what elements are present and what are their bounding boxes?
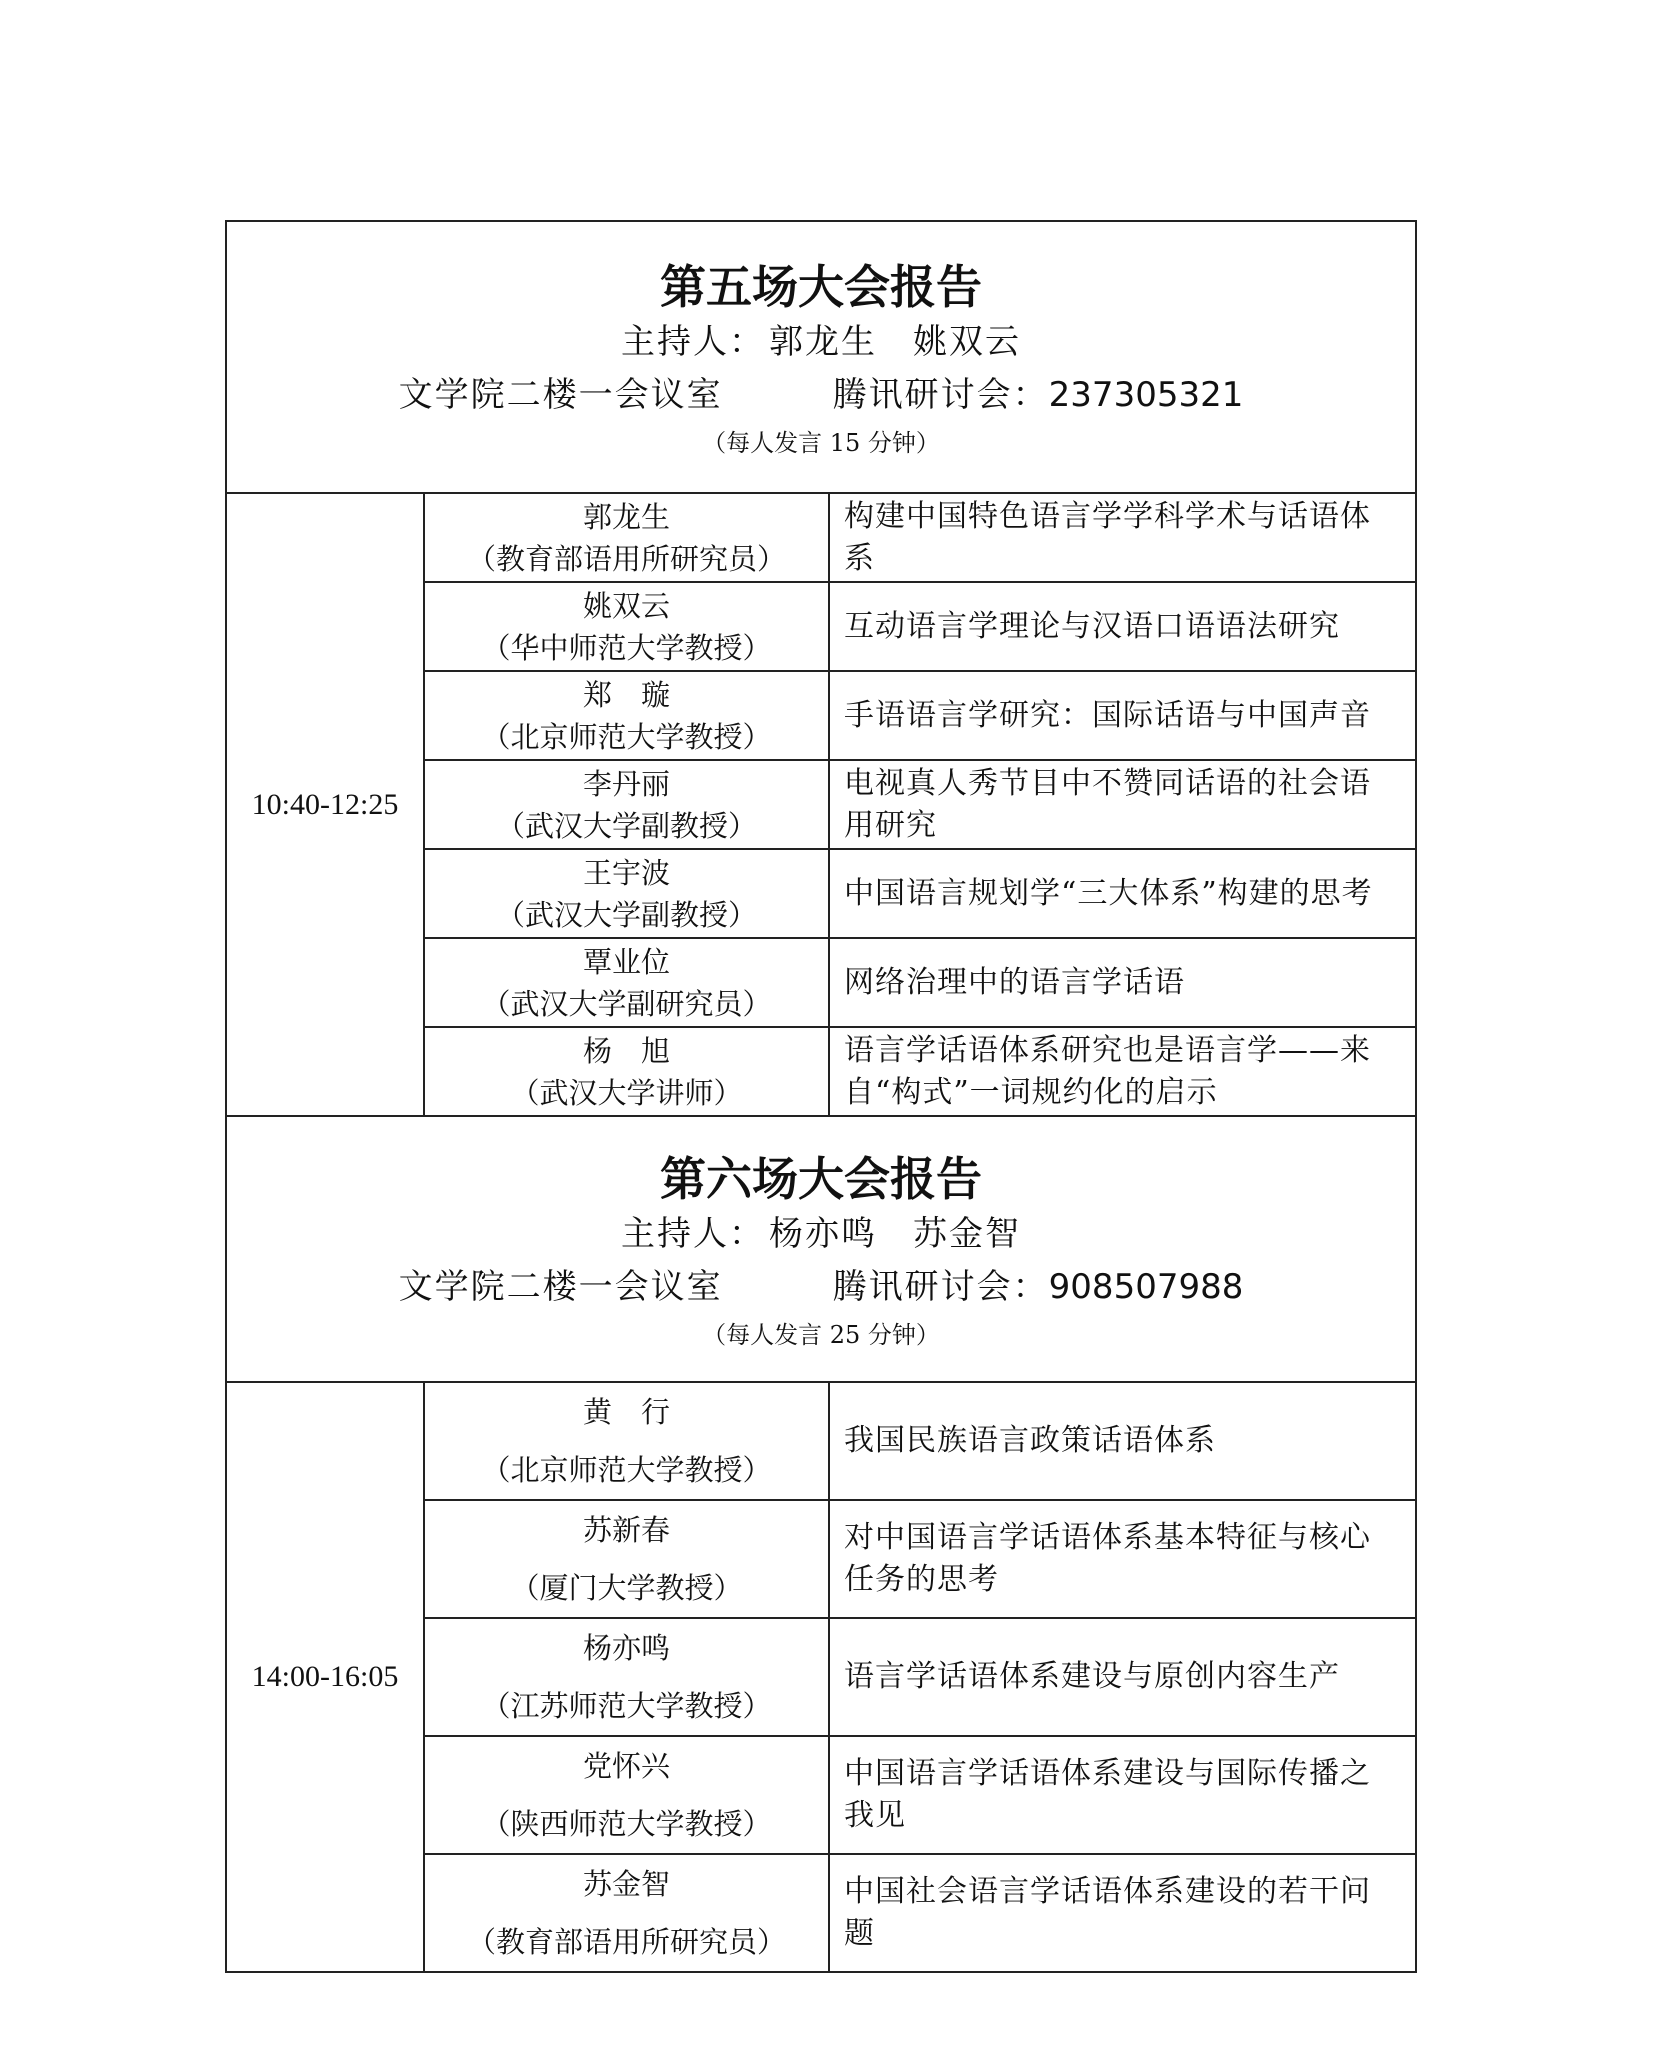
- session6-venue-line: [227, 1259, 1415, 1315]
- talk-title: 互动语言学理论与汉语口语语法研究: [829, 582, 1416, 671]
- session5-venue: 文学院二楼一会议室: [398, 375, 723, 415]
- talk-title: 对中国语言学话语体系基本特征与核心任务的思考: [829, 1500, 1416, 1618]
- speaker-name: 杨 旭: [582, 1033, 670, 1068]
- session5-header-row: [226, 221, 1416, 493]
- speaker-affiliation: （北京师范大学教授）: [481, 719, 772, 754]
- speaker-cell: [424, 1854, 829, 1972]
- session5-venue-line: [227, 367, 1415, 423]
- speaker-affiliation: （教育部语用所研究员）: [466, 541, 786, 576]
- speaker-cell: [424, 1382, 829, 1500]
- speaker-cell: [424, 1618, 829, 1736]
- speaker-affiliation: （教育部语用所研究员）: [466, 1925, 786, 1959]
- talk-title: 手语语言学研究：国际话语与中国声音: [829, 671, 1416, 760]
- session6-note: （每人发言 25 分钟）: [702, 1321, 940, 1349]
- session6-title: 第六场大会报告: [660, 1152, 983, 1206]
- speaker-name: 黄 行: [582, 1395, 670, 1429]
- speaker-cell: [424, 582, 829, 671]
- session6-time: 14:00-16:05: [226, 1382, 424, 1972]
- speaker-affiliation: （武汉大学副研究员）: [481, 986, 772, 1021]
- speaker-affiliation: （江苏师范大学教授）: [481, 1689, 772, 1723]
- speaker-name: 姚双云: [582, 588, 670, 623]
- talk-title: 电视真人秀节目中不赞同话语的社会语用研究: [829, 760, 1416, 849]
- session5-hosts-label: 主持人：: [621, 322, 766, 362]
- speaker-name: 李丹丽: [582, 766, 670, 801]
- speaker-cell: [424, 1736, 829, 1854]
- table-row: [226, 493, 1416, 582]
- session6-hosts: 杨亦鸣 苏金智: [769, 1214, 1022, 1254]
- speaker-cell: [424, 671, 829, 760]
- speaker-name: 覃业位: [582, 944, 670, 979]
- talk-title: 语言学话语体系建设与原创内容生产: [829, 1618, 1416, 1736]
- table-row: [226, 1382, 1416, 1500]
- session5-meeting-id: 237305321: [1048, 375, 1244, 415]
- session6-hosts-line: [227, 1209, 1415, 1259]
- speaker-affiliation: （陕西师范大学教授）: [481, 1807, 772, 1841]
- talk-title: 构建中国特色语言学学科学术与话语体系: [829, 493, 1416, 582]
- session6-venue: 文学院二楼一会议室: [398, 1267, 723, 1307]
- talk-title: 中国社会语言学话语体系建设的若干问题: [829, 1854, 1416, 1972]
- speaker-cell: [424, 1500, 829, 1618]
- speaker-cell: [424, 760, 829, 849]
- speaker-affiliation: （武汉大学副教授）: [495, 897, 757, 932]
- speaker-affiliation: （厦门大学教授）: [510, 1571, 743, 1605]
- speaker-cell: [424, 938, 829, 1027]
- speaker-name: 杨亦鸣: [582, 1631, 670, 1665]
- session6-meeting-id: 908507988: [1048, 1267, 1244, 1307]
- speaker-cell: [424, 1027, 829, 1116]
- speaker-cell: [424, 493, 829, 582]
- speaker-name: 苏新春: [582, 1513, 670, 1547]
- session5-time: 10:40-12:25: [226, 493, 424, 1116]
- speaker-name: 党怀兴: [582, 1749, 670, 1783]
- session5-hosts-line: [227, 317, 1415, 367]
- session5-title: 第五场大会报告: [660, 260, 983, 314]
- speaker-affiliation: （北京师范大学教授）: [481, 1453, 772, 1487]
- session5-note: （每人发言 15 分钟）: [702, 429, 940, 457]
- speaker-affiliation: （武汉大学讲师）: [510, 1075, 743, 1110]
- talk-title: 中国语言规划学“三大体系”构建的思考: [829, 849, 1416, 938]
- speaker-cell: [424, 849, 829, 938]
- speaker-affiliation: （华中师范大学教授）: [481, 630, 772, 665]
- session6-header-row: [226, 1116, 1416, 1382]
- talk-title: 网络治理中的语言学话语: [829, 938, 1416, 1027]
- session6-meeting-label: 腾讯研讨会：: [832, 1267, 1049, 1307]
- talk-title: 我国民族语言政策话语体系: [829, 1382, 1416, 1500]
- speaker-name: 郑 璇: [582, 677, 670, 712]
- speaker-affiliation: （武汉大学副教授）: [495, 808, 757, 843]
- speaker-name: 苏金智: [582, 1867, 670, 1901]
- schedule-table: [225, 220, 1417, 1973]
- speaker-name: 郭龙生: [582, 499, 670, 534]
- speaker-name: 王宇波: [582, 855, 670, 890]
- talk-title: 中国语言学话语体系建设与国际传播之我见: [829, 1736, 1416, 1854]
- session6-header: [226, 1116, 1416, 1382]
- session6-hosts-label: 主持人：: [621, 1214, 766, 1254]
- session5-header: [226, 221, 1416, 493]
- session5-meeting-label: 腾讯研讨会：: [832, 375, 1049, 415]
- session5-hosts: 郭龙生 姚双云: [769, 322, 1022, 362]
- talk-title: 语言学话语体系研究也是语言学——来自“构式”一词规约化的启示: [829, 1027, 1416, 1116]
